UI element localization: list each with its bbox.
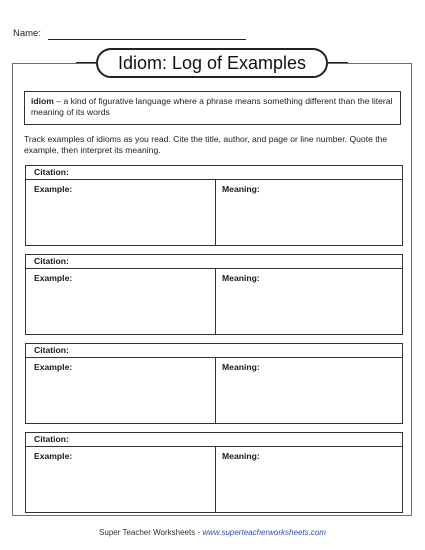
citation-field[interactable]: Citation: [26, 166, 402, 180]
example-label: Example: [34, 273, 73, 283]
page-title: Idiom: Log of Examples [96, 48, 328, 78]
example-label: Example: [34, 362, 73, 372]
footer [0, 528, 425, 537]
log-entry [25, 343, 403, 424]
meaning-label: Meaning: [222, 451, 260, 461]
meaning-label: Meaning: [222, 184, 260, 194]
column-divider [215, 447, 216, 512]
column-divider [215, 358, 216, 423]
citation-field[interactable]: Citation: [26, 344, 402, 358]
definition-term: idiom [31, 96, 54, 106]
meaning-label: Meaning: [222, 362, 260, 372]
name-line[interactable] [48, 39, 246, 40]
meaning-label: Meaning: [222, 273, 260, 283]
footer-brand: Super Teacher Worksheets [99, 528, 196, 537]
column-divider [215, 180, 216, 245]
footer-link[interactable]: www.superteacherworksheets.com [202, 528, 326, 537]
banner-rule-left [76, 62, 96, 63]
log-entry [25, 254, 403, 335]
definition-box [24, 91, 401, 125]
instructions-text: Track examples of idioms as you read. Cite the title, author, and page or line number. Quote the example, then interpret its meaning. [24, 134, 388, 155]
citation-field[interactable]: Citation: [26, 255, 402, 269]
example-label: Example: [34, 184, 73, 194]
log-entry [25, 165, 403, 246]
citation-field[interactable]: Citation: [26, 433, 402, 447]
example-label: Example: [34, 451, 73, 461]
banner-rule-right [328, 62, 348, 63]
footer-separator: - [195, 528, 203, 537]
column-divider [215, 269, 216, 334]
log-entry [25, 432, 403, 513]
name-label: Name: [13, 28, 41, 39]
definition-text: – a kind of figurative language where a phrase means something different than the literal meaning of its words [31, 96, 393, 117]
